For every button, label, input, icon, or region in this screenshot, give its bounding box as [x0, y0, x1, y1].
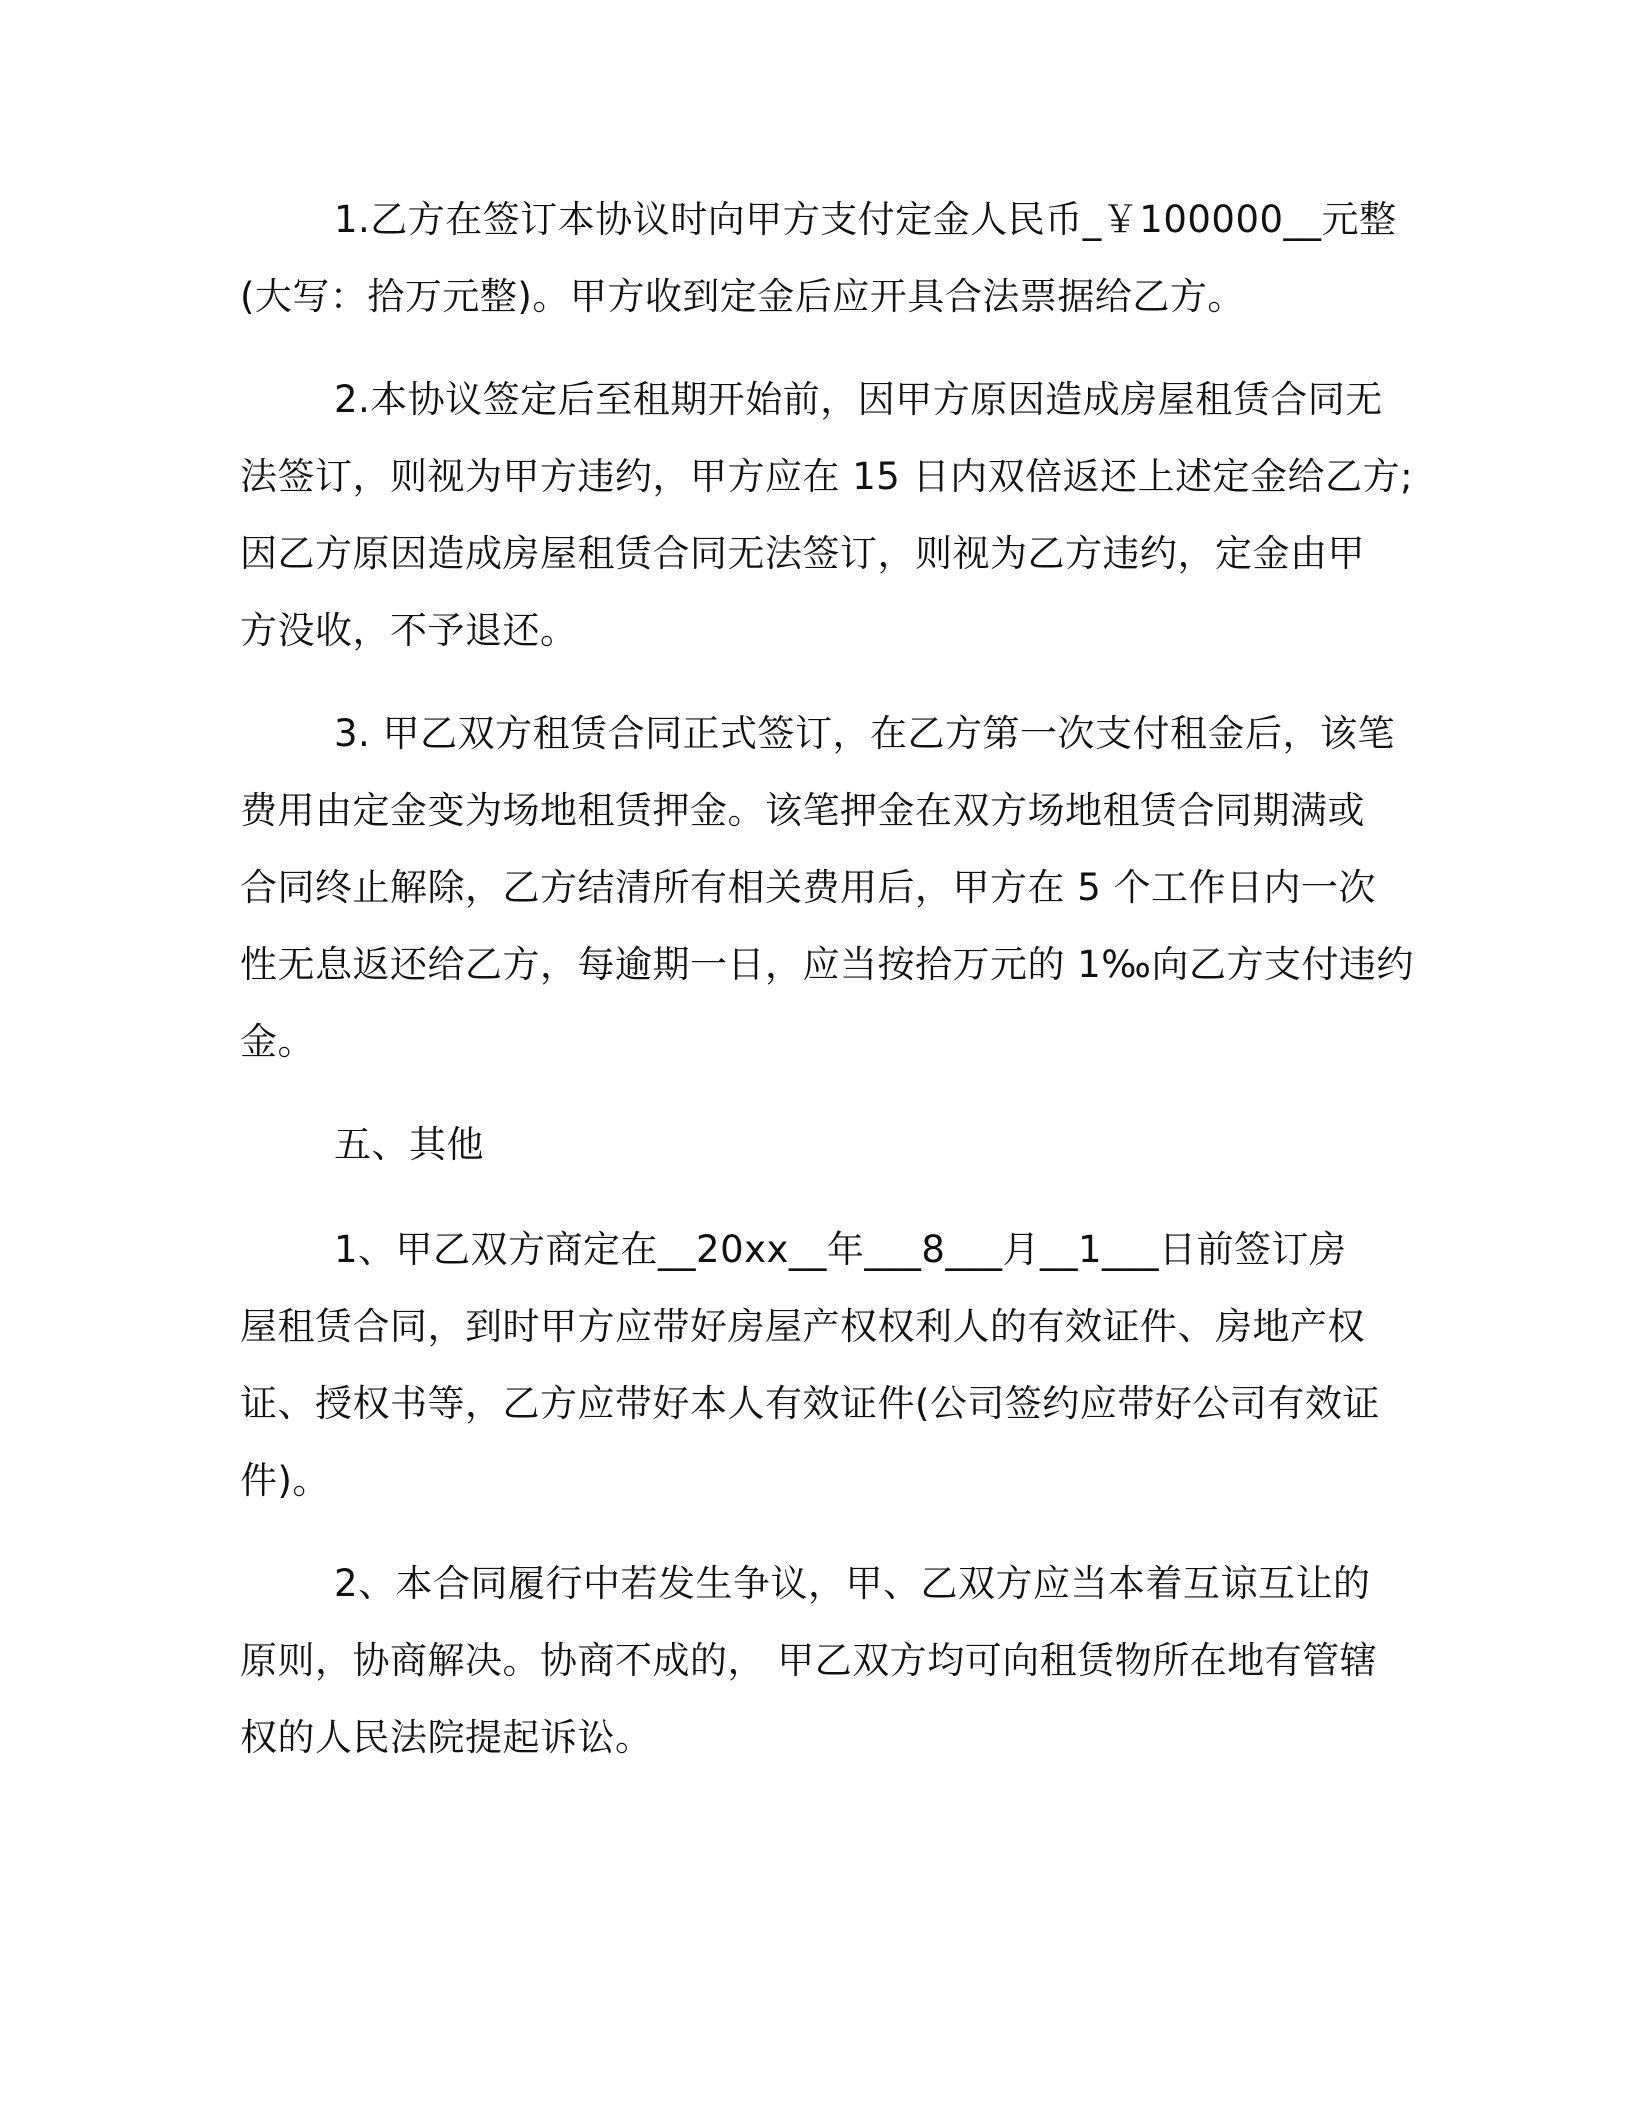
paragraph-dispute-resolution — [240, 1545, 1402, 1776]
paragraph-line: 费用由定金变为场地租赁押金。该笔押金在双方场地租赁合同期满或 — [240, 789, 1365, 832]
paragraph-line: 3. 甲乙双方租赁合同正式签订，在乙方第一次支付租金后，该笔 — [334, 712, 1396, 755]
paragraph-line: 性无息返还给乙方，每逾期一日，应当按拾万元的 1‰向乙方支付违约 — [240, 943, 1414, 986]
paragraph-line: 原则，协商解决。协商不成的， 甲乙双方均可向租赁物所在地有管辖 — [240, 1639, 1378, 1682]
paragraph-line: 2.本协议签定后至租期开始前，因甲方原因造成房屋租赁合同无 — [334, 378, 1383, 421]
paragraph-line: (大写：拾万元整)。甲方收到定金后应开具合法票据给乙方。 — [240, 275, 1245, 318]
paragraph-line: 1.乙方在签订本协议时向甲方支付定金人民币_￥100000__元整 — [334, 198, 1397, 241]
section-title: 五、其他 — [334, 1123, 484, 1166]
paragraph-line: 因乙方原因造成房屋租赁合同无法签订，则视为乙方违约，定金由甲 — [240, 532, 1365, 575]
paragraph-line: 件)。 — [240, 1459, 330, 1502]
paragraph-line: 证、授权书等，乙方应带好本人有效证件(公司签约应带好公司有效证 — [240, 1382, 1380, 1425]
section-heading-other — [240, 1106, 1402, 1183]
paragraph-deposit-conversion — [240, 695, 1414, 1080]
paragraph-sign-date — [240, 1211, 1402, 1519]
paragraph-line: 1、甲乙双方商定在__20xx__年___8___月__1___日前签订房 — [334, 1228, 1347, 1271]
paragraph-line: 方没收，不予退还。 — [240, 609, 578, 652]
paragraph-line: 合同终止解除，乙方结清所有相关费用后，甲方在 5 个工作日内一次 — [240, 866, 1377, 909]
paragraph-line: 法签订，则视为甲方违约，甲方应在 15 日内双倍返还上述定金给乙方; — [240, 455, 1414, 498]
paragraph-line: 权的人民法院提起诉讼。 — [240, 1716, 653, 1759]
paragraph-breach-before-lease — [240, 361, 1414, 669]
paragraph-deposit-payment — [240, 181, 1402, 335]
paragraph-line: 屋租赁合同，到时甲方应带好房屋产权权利人的有效证件、房地产权 — [240, 1305, 1365, 1348]
paragraph-line: 金。 — [240, 1020, 315, 1063]
paragraph-line: 2、本合同履行中若发生争议，甲、乙双方应当本着互谅互让的 — [334, 1562, 1371, 1605]
